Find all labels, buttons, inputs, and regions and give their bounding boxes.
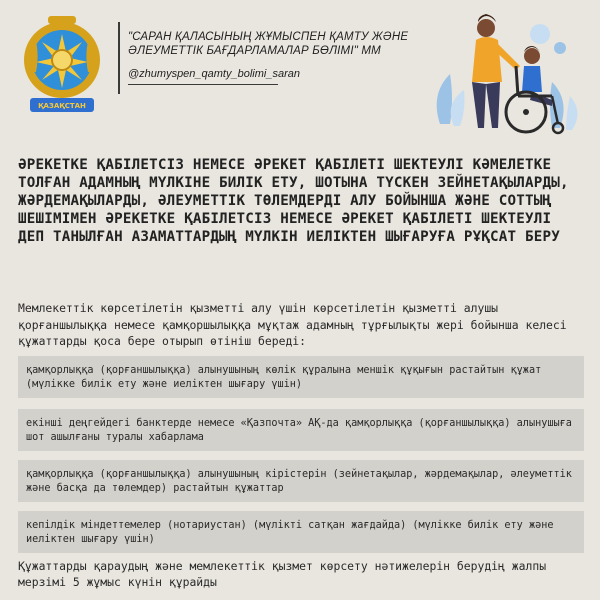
organization-name: "САРАН ҚАЛАСЫНЫҢ ЖҰМЫСПЕН ҚАМТУ ЖӘНЕ ӘЛЕУМЕТТІК БАҒДАРЛАМАЛАР БӨЛІМІ" ММ bbox=[128, 31, 409, 57]
document-item: қамқорлыққа (қорғаншылыққа) алынушының көлік құралына меншік құқығын растайтын құжат (мүлікке билік ету және иеліктен шығару үшін) bbox=[18, 356, 584, 398]
service-term-note: Құжаттарды қараудың және мемлекеттік қызмет көрсету нәтижелерін берудің жалпы мерзімі 5 жұмыс күнін құрайды bbox=[18, 559, 547, 589]
intro-text: Мемлекеттік көрсетілетін қызметті алу үшін көрсетілетін қызметті алушы қорғаншылыққа немесе қамқоршылыққа мұқтаж адамның тұрғылықты жері бойынша келесі құжаттарды қоса бере отырып өтініш береді: bbox=[18, 301, 567, 348]
kazakhstan-emblem-icon bbox=[20, 12, 104, 122]
header-divider bbox=[118, 22, 120, 94]
handle-underline bbox=[128, 84, 278, 85]
social-handle: @zhumyspen_qamty_bolimi_saran bbox=[128, 68, 300, 80]
wheelchair-caregiver-illustration-icon bbox=[420, 4, 590, 144]
document-item: кепілдік міндеттемелер (нотариустан) (мүлікті сатқан жағдайда) (мүлікке билік ету және иеліктен шығару үшін) bbox=[18, 511, 584, 553]
header bbox=[0, 0, 600, 150]
document-item: екінші деңгейдегі банктерде немесе «Қазпочта» АҚ-да қамқорлыққа (қорғаншылыққа) алынушыға шот ашылғаны туралы хабарлама bbox=[18, 409, 584, 451]
document-item: қамқорлыққа (қорғаншылыққа) алынушының кірістерін (зейнетақылар, жәрдемақылар, әлеуметтік және басқа да төлемдер) растайтын құжаттар bbox=[18, 460, 584, 502]
emblem-text: ҚАЗАҚСТАН bbox=[38, 102, 86, 110]
page-title: ӘРЕКЕТКЕ ҚАБІЛЕТСІЗ НЕМЕСЕ ӘРЕКЕТ ҚАБІЛЕТІ ШЕКТЕУЛІ КӘМЕЛЕТКЕ ТОЛҒАН АДАМНЫҢ МҮЛКІНЕ БИЛІК ЕТУ, ШОТЫНА ТҮСКЕН ЗЕЙНЕТАҚЫЛАРДЫ, ЖӘРДЕМАҚЫЛАРДЫ, ӘЛЕУМЕТТІК ТӨЛЕМДЕРДІ АЛУ БОЙЫНША ЖӘНЕ СОТТЫҢ ШЕШІМІМЕН ӘРЕКЕТКЕ ҚАБІЛЕТСІЗ НЕМЕСЕ ӘРЕКЕТ ҚАБІЛЕТІ ШЕКТЕУЛІ ДЕП ТАНЫЛҒАН АЗАМАТТАРДЫҢ МҮЛКІН ИЕЛІКТЕН ШЫҒАРУҒА РҰҚСАТ БЕРУ bbox=[18, 157, 569, 245]
